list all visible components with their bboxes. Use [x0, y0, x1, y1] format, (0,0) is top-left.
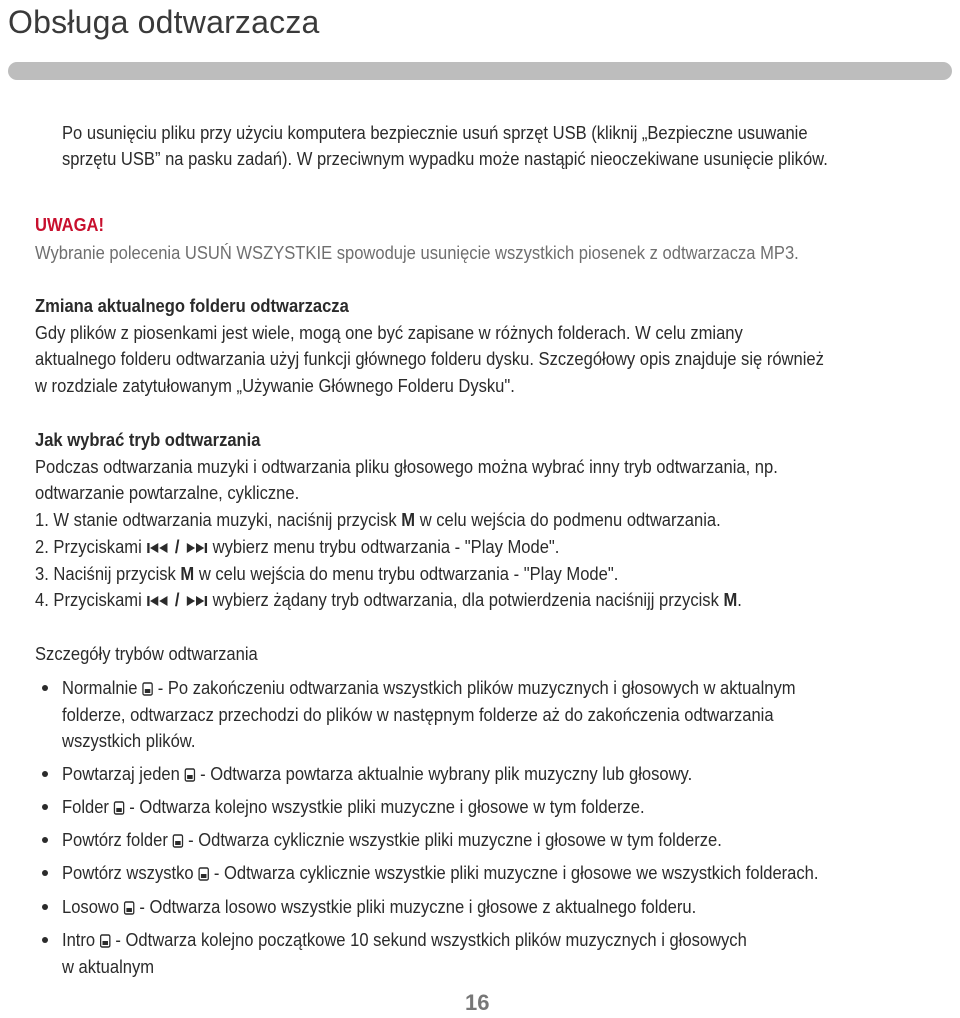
play-mode-icon	[124, 901, 135, 915]
step-3	[35, 561, 618, 588]
bullet-dot	[42, 904, 48, 910]
m-button-label: M	[723, 590, 738, 610]
mode-item-folder	[62, 794, 645, 821]
mode-desc: - Po zakończeniu odtwarzania wszystkich plików muzycznych i głosowych w aktualnym	[153, 678, 796, 698]
folder-line-1: Gdy plików z piosenkami jest wiele, mogą one być zapisane w różnych folderach. W celu zmiany	[35, 323, 743, 343]
bullet-dot	[42, 804, 48, 810]
mode-name: Normalnie	[62, 678, 138, 698]
mode-item-normalnie	[62, 675, 796, 702]
previous-track-icon	[146, 594, 170, 608]
next-track-icon	[184, 594, 208, 608]
separator: /	[170, 590, 185, 610]
next-track-icon	[184, 541, 208, 555]
bullet-dot	[42, 937, 48, 943]
folder-line-2: aktualnego folderu odtwarzania użyj funkcji głównego folderu dysku. Szczegółowy opis znajduje się również	[35, 349, 824, 369]
mode-line-2: odtwarzanie powtarzalne, cykliczne.	[35, 483, 300, 503]
folder-heading: Zmiana aktualnego folderu odtwarzacza	[35, 296, 349, 316]
mode-item-intro	[62, 927, 747, 954]
bullet-dot	[42, 771, 48, 777]
intro-line-1: Po usunięciu pliku przy użyciu komputera bezpiecznie usuń sprzęt USB (kliknij „Bezpieczne usuwanie	[62, 123, 808, 143]
mode-heading: Jak wybrać tryb odtwarzania	[35, 430, 261, 450]
mode-name: Folder	[62, 797, 109, 817]
warning-label: UWAGA!	[35, 215, 104, 235]
step-text: Przyciskami	[53, 590, 147, 610]
step-text: w celu wejścia do podmenu odtwarzania.	[415, 510, 721, 530]
mode-desc: - Odtwarza kolejno wszystkie pliki muzyczne i głosowe w tym folderze.	[124, 797, 645, 817]
mode-item-normalnie-line-3: wszystkich plików.	[62, 731, 196, 751]
step-4	[35, 587, 742, 614]
mode-name: Powtarzaj jeden	[62, 764, 180, 784]
step-text: W stanie odtwarzania muzyki, naciśnij przycisk	[53, 510, 402, 530]
mode-item-normalnie-line-2: folderze, odtwarzacz przechodzi do plików w następnym folderze aż do zakończenia odtwarzania	[62, 705, 774, 725]
step-text: w celu wejścia do menu trybu odtwarzania - "Play Mode".	[194, 564, 619, 584]
page-title: Obsługa odtwarzacza	[8, 4, 320, 40]
step-number: 2.	[35, 537, 49, 557]
mode-name: Powtórz wszystko	[62, 863, 194, 883]
mode-item-losowo	[62, 894, 696, 921]
mode-desc: - Odtwarza cyklicznie wszystkie pliki muzyczne i głosowe w tym folderze.	[183, 830, 722, 850]
step-number: 3.	[35, 564, 49, 584]
mode-desc: - Odtwarza cyklicznie wszystkie pliki muzyczne i głosowe we wszystkich folderach.	[209, 863, 819, 883]
m-button-label: M	[401, 510, 416, 530]
play-mode-icon	[198, 867, 209, 881]
intro-line-2: sprzętu USB” na pasku zadań). W przeciwnym wypadku może nastąpić nieoczekiwane usunięcie plików.	[62, 149, 828, 169]
step-text: .	[737, 590, 742, 610]
step-number: 4.	[35, 590, 49, 610]
mode-name: Intro	[62, 930, 96, 950]
step-2	[35, 534, 559, 561]
mode-desc: - Odtwarza kolejno początkowe 10 sekund wszystkich plików muzycznych i głosowych	[110, 930, 747, 950]
title-divider	[8, 62, 952, 80]
mode-desc: - Odtwarza losowo wszystkie pliki muzyczne i głosowe z aktualnego folderu.	[134, 897, 697, 917]
play-mode-icon	[114, 801, 125, 815]
details-heading: Szczegóły trybów odtwarzania	[35, 644, 258, 664]
play-mode-icon	[142, 682, 153, 696]
folder-line-3: w rozdziale zatytułowanym „Używanie Głównego Folderu Dysku".	[35, 376, 515, 396]
play-mode-icon	[172, 834, 183, 848]
mode-name: Losowo	[62, 897, 120, 917]
bullet-dot	[42, 837, 48, 843]
previous-track-icon	[146, 541, 170, 555]
step-text: wybierz żądany tryb odtwarzania, dla potwierdzenia naciśnijj przycisk	[208, 590, 724, 610]
warning-text: Wybranie polecenia USUŃ WSZYSTKIE spowoduje usunięcie wszystkich piosenek z odtwarzacza MP3.	[35, 243, 799, 263]
separator: /	[170, 537, 185, 557]
step-text: Naciśnij przycisk	[53, 564, 181, 584]
bullet-dot	[42, 870, 48, 876]
step-text: Przyciskami	[53, 537, 147, 557]
step-text: wybierz menu trybu odtwarzania - "Play Mode".	[208, 537, 560, 557]
m-button-label: M	[180, 564, 195, 584]
mode-item-intro-line-2: w aktualnym	[62, 957, 155, 977]
mode-item-powtorz-wszystko	[62, 860, 818, 887]
mode-item-powtorz-folder	[62, 827, 722, 854]
step-1	[35, 507, 721, 534]
mode-name: Powtórz folder	[62, 830, 168, 850]
bullet-dot	[42, 685, 48, 691]
page-number: 16	[465, 990, 490, 1015]
step-number: 1.	[35, 510, 49, 530]
mode-desc: - Odtwarza powtarza aktualnie wybrany plik muzyczny lub głosowy.	[195, 764, 693, 784]
play-mode-icon	[100, 934, 111, 948]
mode-line-1: Podczas odtwarzania muzyki i odtwarzania pliku głosowego można wybrać inny tryb odtwarzania, np.	[35, 457, 778, 477]
mode-item-powtarzaj-jeden	[62, 761, 692, 788]
play-mode-icon	[184, 768, 195, 782]
